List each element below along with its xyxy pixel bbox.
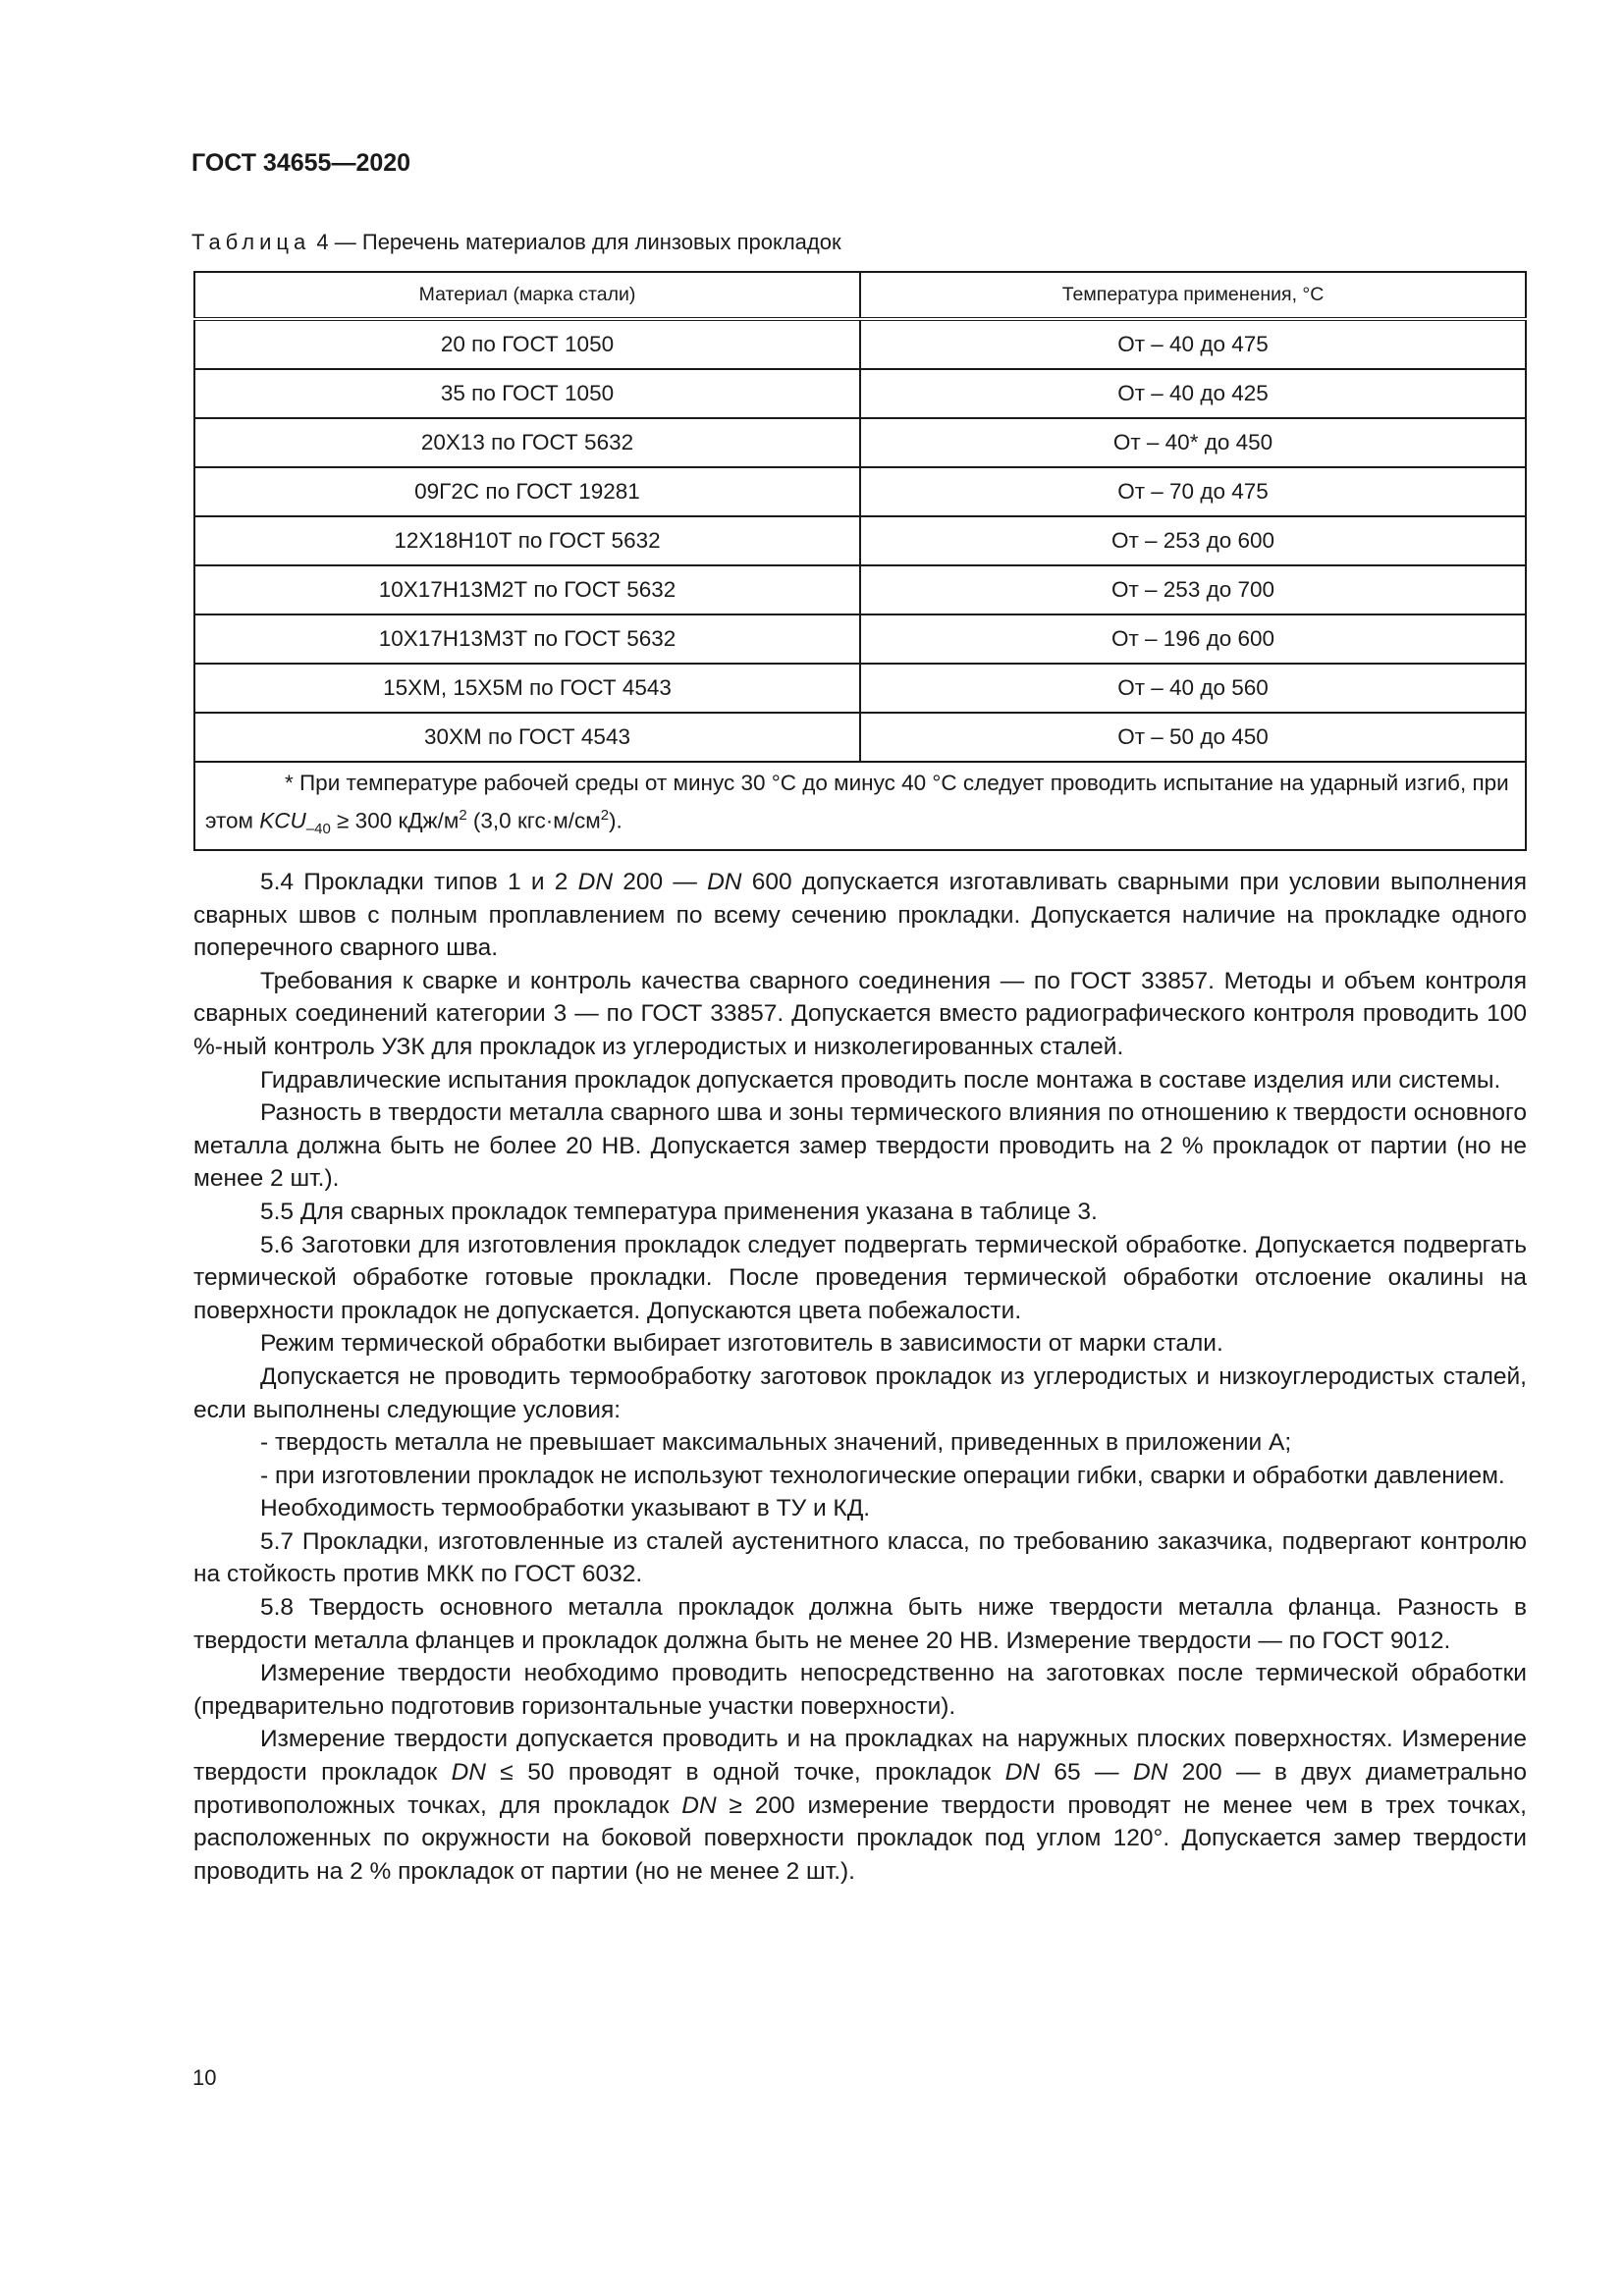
table-caption [191, 230, 841, 255]
kcu-subscript: –40 [305, 821, 331, 837]
table-caption-prefix: Таблица [191, 230, 311, 254]
cell-material: 10Х17Н13М3Т по ГОСТ 5632 [194, 614, 860, 664]
materials-table [193, 271, 1527, 851]
paragraph-5-8: 5.8 Твердость основного металла прокладок должна быть ниже твердости металла фланца. Разность в твердости металла фланцев и прокладок должна быть не менее 20 НВ. Измерение твердости — по ГОСТ 9012. [193, 1594, 1527, 1654]
dn-symbol: DN [1004, 1759, 1040, 1787]
cell-temperature: От – 50 до 450 [860, 713, 1526, 762]
table-row [194, 516, 1526, 565]
kcu-symbol: KCU [259, 808, 306, 833]
cell-temperature: От – 253 до 700 [860, 565, 1526, 614]
cell-material: 15ХМ, 15Х5М по ГОСТ 4543 [194, 664, 860, 713]
cell-temperature: От – 40 до 425 [860, 369, 1526, 418]
paragraph-5-6: 5.6 Заготовки для изготовления прокладок следует подвергать термической обработке. Допускается подвергать термической обработке готовые прокладки. После проведения термической обработки отслоение окалины на поверхности прокладок не допускается. Допускаются цвета побежалости. [193, 1231, 1527, 1324]
document-code: ГОСТ 34655—2020 [191, 149, 411, 177]
text-run: Измерение твердости допускается проводить и на прокладках на наружных плоских поверхностях. Измерение твердости прокладок [193, 1726, 1527, 1787]
paragraph-5-5: 5.5 Для сварных прокладок температура применения указана в таблице 3. [260, 1198, 1098, 1225]
table-header-row [194, 272, 1526, 319]
table-row [194, 467, 1526, 516]
cell-material: 12Х18Н10Т по ГОСТ 5632 [194, 516, 860, 565]
paragraph-5-7: 5.7 Прокладки, изготовленные из сталей аустенитного класса, по требованию заказчика, подвергают контролю на стойкость против МКК по ГОСТ 6032. [193, 1527, 1527, 1588]
paragraph-5-4 [193, 866, 1527, 965]
table-row [194, 565, 1526, 614]
column-header-material: Материал (марка стали) [194, 272, 860, 319]
cell-temperature: От – 40 до 560 [860, 664, 1526, 713]
cell-temperature: От – 40 до 475 [860, 319, 1526, 369]
text-run: ≤ 50 проводят в одной точке, прокладок [486, 1759, 1005, 1787]
cell-temperature: От – 196 до 600 [860, 614, 1526, 664]
superscript: 2 [459, 807, 467, 824]
paragraph: Измерение твердости необходимо проводить непосредственно на заготовках после термической обработки (предварительно подготовив горизонтальные участки поверхности). [193, 1660, 1527, 1720]
paragraph: Режим термической обработки выбирает изготовитель в зависимости от марки стали. [260, 1330, 1223, 1358]
table-footnote [194, 762, 1526, 850]
dn-symbol: DN [681, 1791, 717, 1819]
table-row [194, 614, 1526, 664]
cell-material: 35 по ГОСТ 1050 [194, 369, 860, 418]
footnote-part: * При температуре рабочей среды от минус 30 °С до минус 40 °С следует проводить испытание на ударный изгиб, при этом [205, 771, 1509, 833]
text-run: 200 — [613, 869, 708, 895]
paragraph: Необходимость термообработки указывают в ТУ и КД. [260, 1495, 871, 1522]
table-row [194, 418, 1526, 467]
body-text [193, 866, 1527, 1888]
text-run: 600 допускается изготавливать сварными при условии выполнения сварных швов с полным проплавлением по всему сечению прокладки. Допускается наличие на прокладке одного поперечного сварного шва. [193, 869, 1527, 962]
text-run: 5.4 Прокладки типов 1 и 2 [260, 869, 578, 895]
cell-temperature: От – 40* до 450 [860, 418, 1526, 467]
cell-material: 10Х17Н13М2Т по ГОСТ 5632 [194, 565, 860, 614]
dn-symbol: DN [577, 869, 614, 895]
dn-symbol: DN [1132, 1759, 1168, 1787]
list-item: - при изготовлении прокладок не используют технологические операции гибки, сварки и обработки давлением. [260, 1462, 1505, 1489]
table-row [194, 319, 1526, 369]
footnote-part: ≥ 300 кДж/м [330, 808, 460, 833]
footnote-part: (3,0 кгс·м/см [466, 808, 601, 833]
table-row [194, 664, 1526, 713]
paragraph: Разность в твердости металла сварного шва и зоны термического влияния по отношению к твердости основного металла должна быть не более 20 НВ. Допускается замер твердости проводить на 2 % прокладок от партии (но не менее 2 шт.). [193, 1099, 1527, 1193]
column-header-temperature: Температура применения, °С [860, 272, 1526, 319]
paragraph: Допускается не проводить термообработку заготовок прокладок из углеродистых и низкоуглеродистых сталей, если выполнены следующие условия: [193, 1362, 1527, 1423]
dn-symbol: DN [707, 869, 742, 895]
cell-material: 30ХМ по ГОСТ 4543 [194, 713, 860, 762]
list-item: - твердость металла не превышает максимальных значений, приведенных в приложении А; [260, 1429, 1292, 1457]
table-caption-number: 4 [316, 230, 329, 254]
table-caption-title: — Перечень материалов для линзовых прокладок [334, 230, 841, 254]
text-run: 200 — в двух диаметрально противоположных точках, для прокладок [193, 1759, 1527, 1819]
footnote-text [205, 767, 1517, 845]
text-run: 65 — [1039, 1759, 1133, 1787]
cell-material: 20Х13 по ГОСТ 5632 [194, 418, 860, 467]
cell-temperature: От – 253 до 600 [860, 516, 1526, 565]
text-run: ≥ 200 измерение твердости проводят не менее чем в трех точках, расположенных по окружности на боковой поверхности прокладок под углом 120°. Допускается замер твердости проводить на 2 % прокладок от партии (но не менее 2 шт.). [193, 1791, 1527, 1885]
table-row [194, 369, 1526, 418]
paragraph: Гидравлические испытания прокладок допускается проводить после монтажа в составе изделия или системы. [260, 1066, 1501, 1094]
table-row [194, 713, 1526, 762]
cell-material: 20 по ГОСТ 1050 [194, 319, 860, 369]
dn-symbol: DN [451, 1759, 486, 1787]
superscript: 2 [600, 807, 610, 824]
cell-material: 09Г2С по ГОСТ 19281 [194, 467, 860, 516]
cell-temperature: От – 70 до 475 [860, 467, 1526, 516]
footnote-part: ). [609, 808, 623, 833]
page-number: 10 [192, 2065, 217, 2090]
paragraph: Требования к сварке и контроль качества сварного соединения — по ГОСТ 33857. Методы и объем контроля сварных соединений категории 3 — по ГОСТ 33857. Допускается вместо радиографического контроля проводить 100 %-ный контроль УЗК для прокладок из углеродистых и низколегированных сталей. [193, 967, 1527, 1060]
table-footnote-row [194, 762, 1526, 850]
paragraph [193, 1723, 1527, 1888]
